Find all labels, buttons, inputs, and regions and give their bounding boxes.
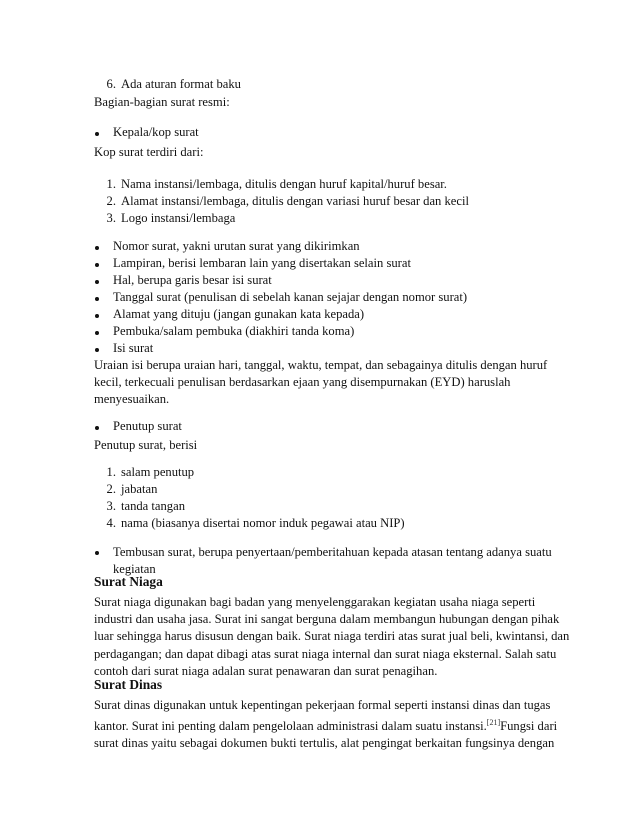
bullet-text: Pembuka/salam pembuka (diakhiri tanda koma)	[113, 324, 355, 338]
section-heading-surat-niaga: Surat Niaga	[94, 574, 163, 589]
kop-item-2	[96, 194, 469, 209]
bullet-icon	[95, 426, 99, 430]
list-text: Logo instansi/lembaga	[121, 211, 236, 225]
list-number: 3.	[106, 499, 116, 513]
bullet-icon	[95, 280, 99, 284]
bullet-icon	[95, 551, 99, 555]
bullet-text: Penutup surat	[113, 419, 182, 433]
bagian-heading: Bagian-bagian surat resmi:	[94, 95, 230, 109]
list-text: jabatan	[121, 482, 158, 496]
section-heading-surat-dinas: Surat Dinas	[94, 677, 163, 692]
kop-intro: Kop surat terdiri dari:	[94, 145, 204, 159]
penutup-item-3	[96, 499, 185, 514]
list-number: 4.	[106, 516, 116, 530]
penutup-item-2	[96, 482, 157, 497]
bullet-text: Lampiran, berisi lembaran lain yang disertakan selain surat	[113, 256, 411, 270]
list-number: 2.	[106, 194, 116, 208]
bullet-icon	[95, 348, 99, 352]
bullet-text: Alamat yang dituju (jangan gunakan kata kepada)	[113, 307, 365, 321]
bullet-icon	[95, 132, 99, 136]
list-text: Alamat instansi/lembaga, ditulis dengan variasi huruf besar dan kecil	[121, 194, 469, 208]
isi-paragraph: Uraian isi berupa uraian hari, tanggal, waktu, tempat, dan sebagainya ditulis dengan huruf kecil, terkecuali penulisan berdasarkan ejaan yang disempurnakan (EYD) haruslah menyesuaikan.	[94, 358, 548, 407]
list-number: 3.	[106, 211, 116, 225]
bullet-icon	[95, 246, 99, 250]
list-number: 6.	[106, 77, 116, 91]
bullet-text: Tembusan surat, berupa penyertaan/pemberitahuan kepada atasan tentang adanya suatu kegiatan	[113, 545, 552, 576]
list-text: salam penutup	[121, 465, 195, 479]
bullet-icon	[95, 297, 99, 301]
list-number: 1.	[106, 177, 116, 191]
citation-link[interactable]: [21]	[486, 718, 501, 728]
bullet-text: Nomor surat, yakni urutan surat yang dikirimkan	[113, 239, 360, 253]
bullet-text: Kepala/kop surat	[113, 125, 199, 139]
surat-dinas-text-b: Fungsi dari surat dinas yaitu sebagai dokumen bukti tertulis, alat pengingat berkaitan fungsinya dengan	[94, 719, 558, 751]
kop-item-1	[96, 177, 447, 192]
kop-item-3	[96, 211, 235, 226]
list-text: tanda tangan	[121, 499, 185, 513]
bullet-text: Isi surat	[113, 341, 154, 355]
list-item-6	[96, 77, 241, 92]
list-number: 1.	[106, 465, 116, 479]
list-number: 2.	[106, 482, 116, 496]
bullet-icon	[95, 331, 99, 335]
penutup-intro: Penutup surat, berisi	[94, 438, 198, 452]
surat-dinas-paragraph	[94, 697, 572, 753]
surat-dinas-text-a: Surat dinas digunakan untuk kepentingan pekerjaan formal seperti instansi dinas dan tugas kantor. Surat ini penting dalam pengelolaan administrasi dalam suatu instansi.	[94, 698, 551, 734]
surat-niaga-paragraph: Surat niaga digunakan bagi badan yang menyelenggarakan kegiatan usaha niaga seperti industri dan usaha jasa. Surat ini sangat berguna dalam membangun hubungan dengan pihak luar sehingga harus disusun dengan baik. Surat niaga terdiri atas surat jual beli, kwintansi, dan perdagangan; dan dapat dibagi atas surat niaga internal dan surat niaga eksternal. Salah satu contoh dari surat niaga adalan surat penawaran dan surat penagihan.	[94, 595, 570, 678]
bullet-text: Hal, berupa garis besar isi surat	[113, 273, 272, 287]
list-text: nama (biasanya disertai nomor induk pegawai atau NIP)	[121, 516, 405, 530]
list-text: Ada aturan format baku	[121, 77, 241, 91]
bullet-text: Tanggal surat (penulisan di sebelah kanan sejajar dengan nomor surat)	[113, 290, 468, 304]
list-text: Nama instansi/lembaga, ditulis dengan huruf kapital/huruf besar.	[121, 177, 447, 191]
bullet-icon	[95, 314, 99, 318]
penutup-item-1	[96, 465, 194, 480]
penutup-item-4	[96, 516, 405, 531]
bullet-icon	[95, 263, 99, 267]
